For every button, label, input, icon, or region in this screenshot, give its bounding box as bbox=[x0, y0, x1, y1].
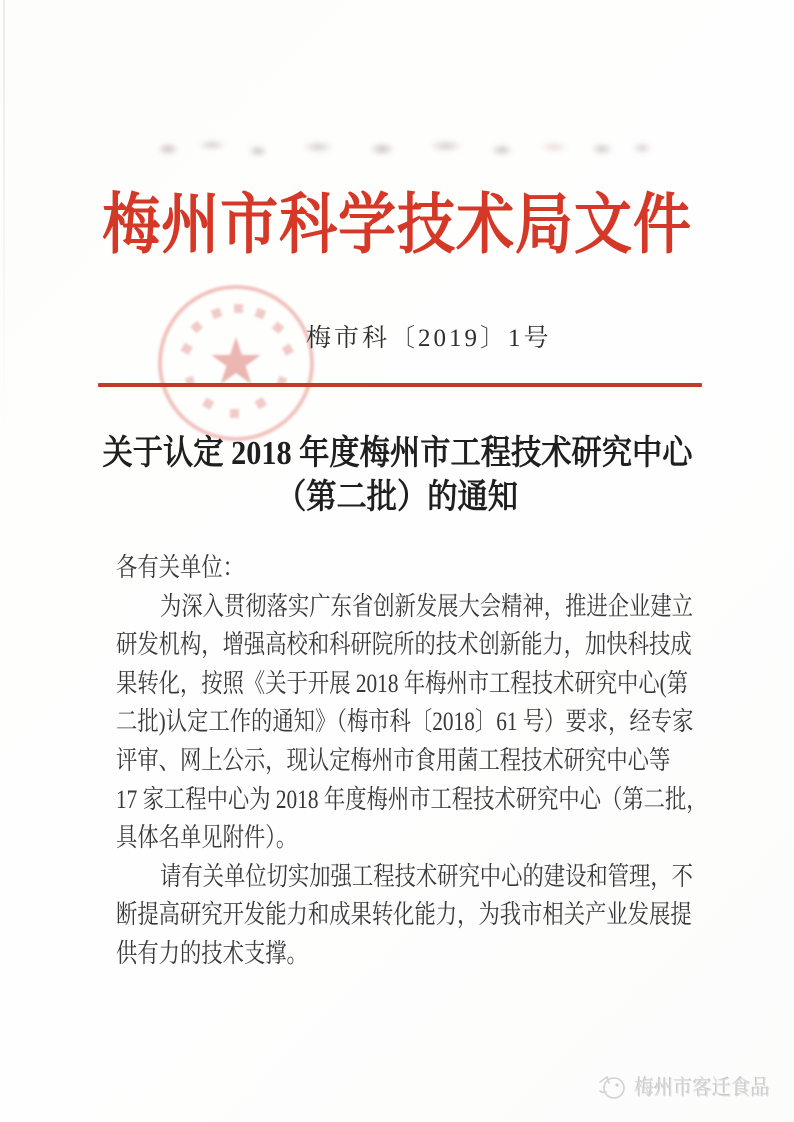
body-line: 17 家工程中心为 2018 年度梅州市工程技术研究中心（第二批， bbox=[116, 784, 708, 814]
body-line: 请有关单位切实加强工程技术研究中心的建设和管理，不 bbox=[160, 861, 694, 891]
body-line: 各有关单位： bbox=[116, 553, 244, 582]
bleed-through-smudge bbox=[150, 127, 658, 171]
doc-number: 梅市科〔2019〕1号 bbox=[306, 325, 552, 352]
notice-title bbox=[0, 432, 794, 520]
official-seal-stamp-icon bbox=[152, 279, 320, 447]
brand-watermark-text: 梅州市客迁食品 bbox=[635, 1077, 771, 1100]
body-line: 评审、网上公示，现认定梅州市食用菌工程技术研究中心等 bbox=[116, 745, 671, 775]
notice-title-line2: （第二批）的通知 bbox=[275, 479, 519, 516]
body-line: 果转化，按照《关于开展 2018 年梅州市工程技术研究中心(第 bbox=[116, 668, 689, 698]
body-line: 为深入贯彻落实广东省创新发展大会精神，推进企业建立 bbox=[160, 591, 694, 621]
notice-title-line1: 关于认定 2018 年度梅州市工程技术研究中心 bbox=[101, 435, 693, 472]
document-header-title-text: 梅州市科学技术局文件 bbox=[102, 189, 692, 262]
red-separator-line bbox=[98, 383, 702, 387]
body-line: 二批)认定工作的通知》（梅市科〔2018〕61 号）要求，经专家 bbox=[116, 707, 694, 737]
brand-watermark bbox=[594, 1070, 782, 1104]
brand-logo-icon bbox=[594, 1070, 628, 1104]
body-line: 具体名单见附件）。 bbox=[116, 823, 298, 853]
body-line: 断提高研究开发能力和成果转化能力，为我市相关产业发展提 bbox=[116, 900, 692, 930]
body-line: 供有力的技术支撑。 bbox=[116, 938, 308, 968]
body-line: 研发机构，增强高校和科研院所的技术创新能力，加快科技成 bbox=[116, 630, 692, 660]
document-header-title bbox=[0, 176, 794, 276]
notice-body bbox=[116, 549, 708, 974]
